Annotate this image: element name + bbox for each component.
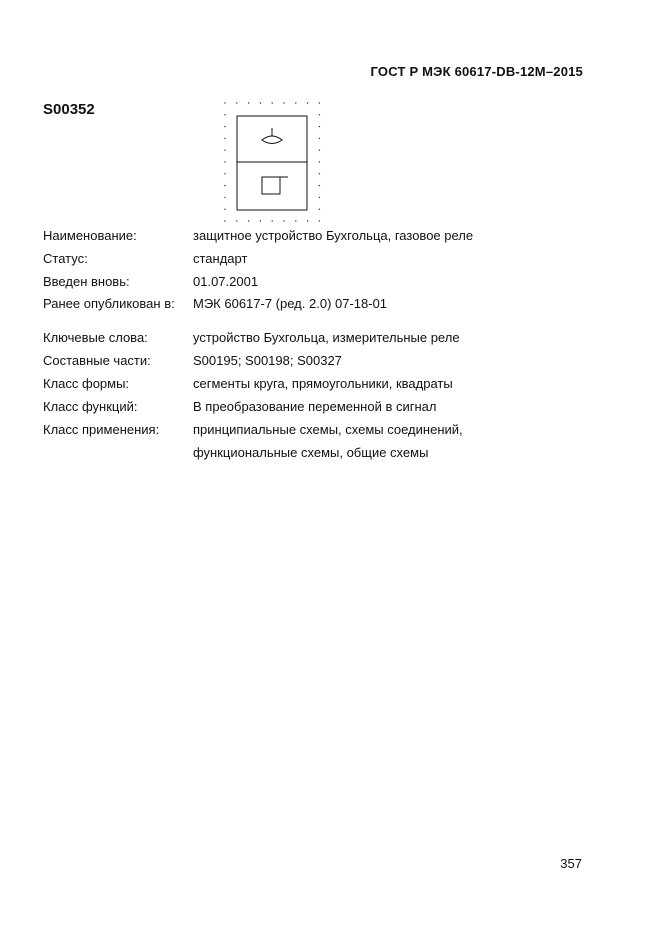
field-value: устройство Бухгольца, измерительные реле [193, 330, 460, 345]
grid-dot [319, 114, 320, 115]
field-value: функциональные схемы, общие схемы [193, 445, 429, 460]
field-label: Ключевые слова: [43, 330, 148, 345]
field-label: Класс функций: [43, 399, 138, 414]
field-value: МЭК 60617-7 (ред. 2.0) 07-18-01 [193, 296, 388, 311]
field-label: Составные части: [43, 353, 151, 368]
grid-dot [224, 150, 225, 151]
grid-dot [319, 209, 320, 210]
grid-dot [295, 220, 296, 221]
grid-dot [224, 209, 225, 210]
field-label: Класс применения: [43, 422, 160, 437]
grid-dot [224, 185, 225, 186]
grid-dot [224, 138, 225, 139]
grid-dot [319, 150, 320, 151]
field-label: Класс формы: [43, 376, 130, 391]
circle-segment-icon [262, 136, 282, 144]
grid-dot [224, 173, 225, 174]
field-value: В преобразование переменной в сигнал [193, 399, 437, 414]
grid-dot [272, 102, 273, 103]
grid-dot [307, 102, 308, 103]
symbol-id: S00352 [43, 101, 95, 118]
grid-dot [272, 220, 273, 221]
field-label: Введен вновь: [43, 274, 130, 289]
grid-dot [260, 102, 261, 103]
grid-dot [248, 220, 249, 221]
field-value: сегменты круга, прямоугольники, квадраты [193, 376, 453, 391]
grid-dot [307, 220, 308, 221]
grid-dot [236, 220, 237, 221]
grid-dot [224, 220, 225, 221]
grid-dot [224, 161, 225, 162]
field-value: S00195; S00198; S00327 [193, 353, 342, 368]
field-label: Наименование: [43, 228, 137, 243]
field-value: принципиальные схемы, схемы соединений, [193, 422, 463, 437]
grid-dot [319, 161, 320, 162]
grid-dot [319, 102, 320, 103]
field-value: 01.07.2001 [193, 274, 259, 289]
grid-dot [283, 102, 284, 103]
grid-dot [295, 102, 296, 103]
field-label: Статус: [43, 251, 88, 266]
grid-dot [248, 102, 249, 103]
square-contact-icon [262, 177, 280, 194]
grid-dot [224, 197, 225, 198]
grid-dot [319, 138, 320, 139]
grid-dot [319, 220, 320, 221]
field-label: Ранее опубликован в: [43, 296, 175, 311]
page-number: 357 [560, 856, 582, 871]
grid-dot [224, 126, 225, 127]
grid-dot [283, 220, 284, 221]
grid-dot [236, 102, 237, 103]
standard-header: ГОСТ Р МЭК 60617-DB-12M–2015 [370, 64, 583, 79]
grid-dot [319, 173, 320, 174]
grid-dot [224, 114, 225, 115]
field-value: защитное устройство Бухгольца, газовое реле [193, 228, 474, 243]
grid-dot [224, 102, 225, 103]
field-value: стандарт [193, 251, 248, 266]
grid-dot [319, 185, 320, 186]
grid-dot [319, 197, 320, 198]
buchholz-relay-symbol [222, 100, 324, 224]
grid-dot [260, 220, 261, 221]
grid-dot [319, 126, 320, 127]
